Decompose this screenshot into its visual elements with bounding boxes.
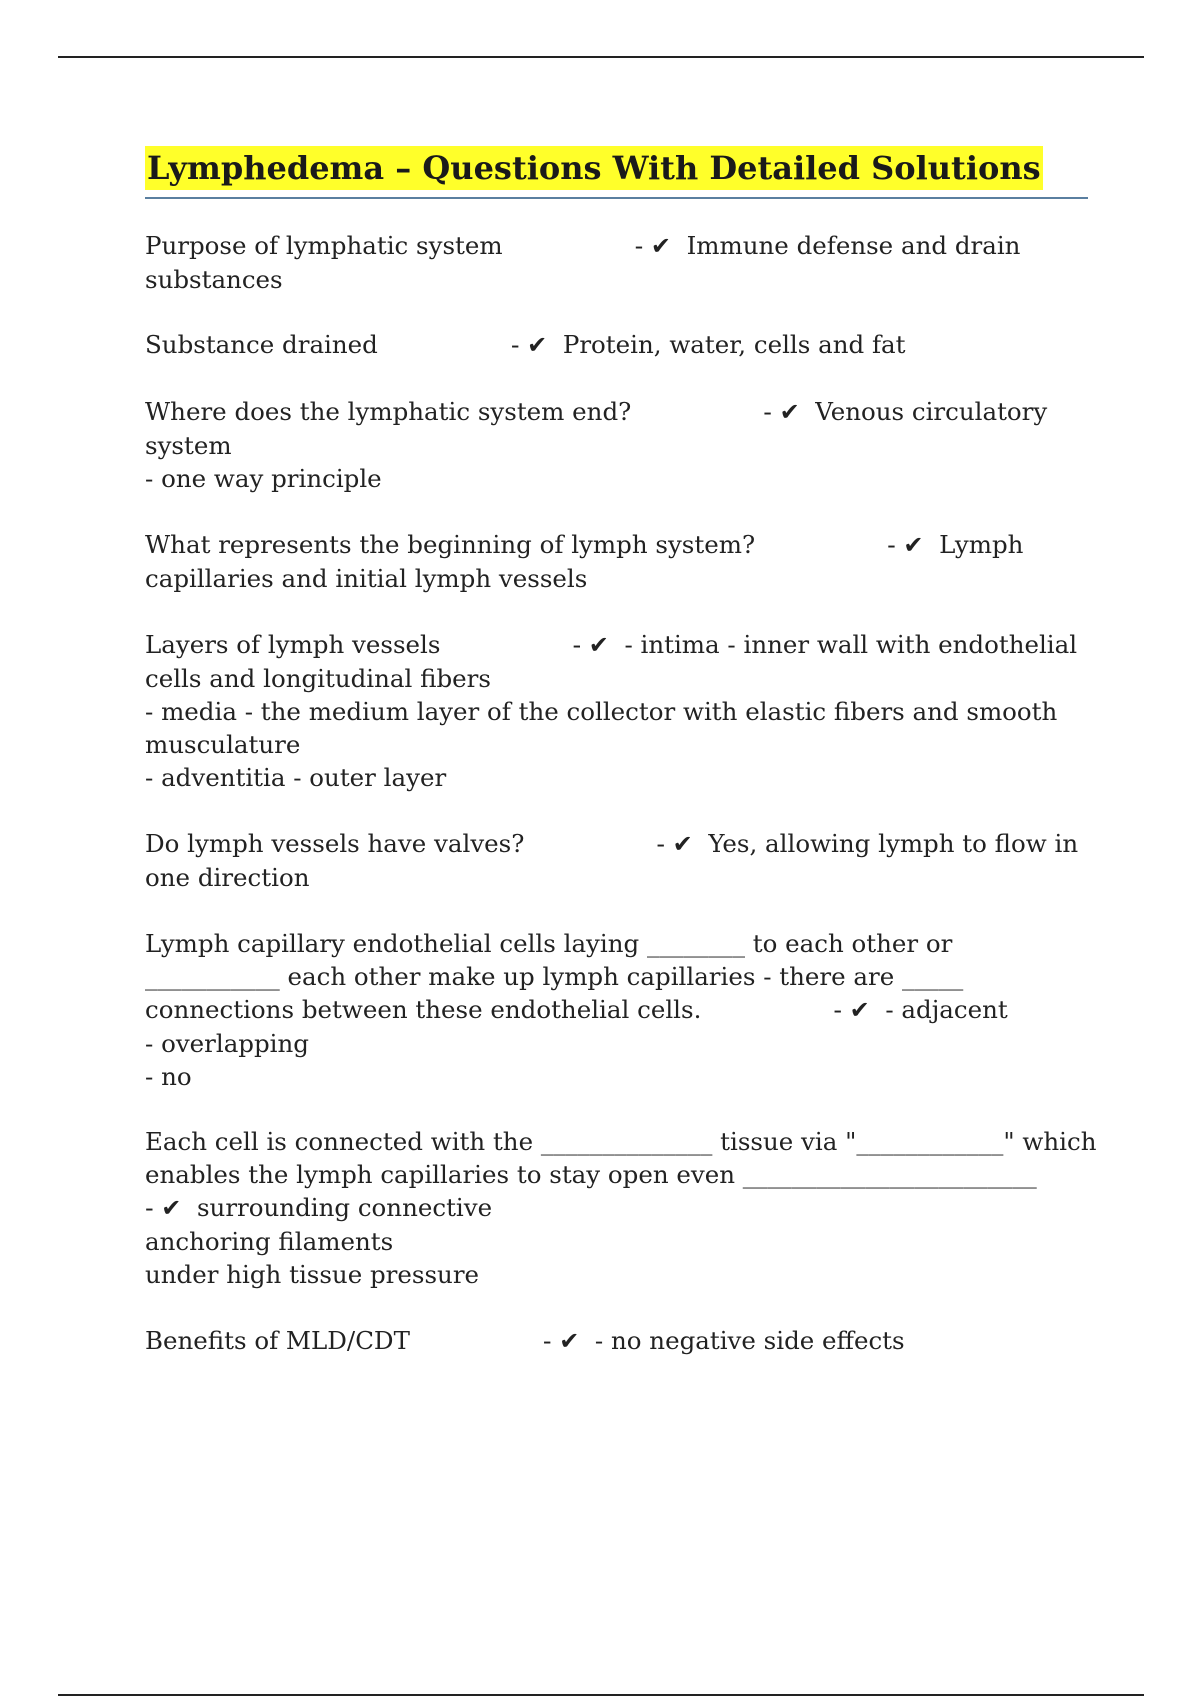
- qa-item: [145, 229, 1090, 296]
- answer-text: Protein, water, cells and fat: [562, 330, 906, 359]
- check-icon: - ✔: [833, 996, 870, 1024]
- answer-text: capillaries and initial lymph vessels: [145, 564, 588, 593]
- answer-text: musculature: [145, 730, 301, 759]
- title-block: [145, 146, 1088, 199]
- question-text: Lymph capillary endothelial cells laying ________ to each other or: [145, 929, 953, 958]
- answer-text: Immune defense and drain: [686, 231, 1021, 260]
- answer-text: cells and longitudinal fibers: [145, 664, 491, 693]
- answer-text: Lymph: [939, 530, 1024, 559]
- answer-text: substances: [145, 265, 283, 294]
- question-text: Substance drained: [145, 330, 378, 359]
- question-text: ___________ each other make up lymph capillaries - there are _____: [145, 962, 964, 991]
- answer-text: anchoring filaments: [145, 1227, 394, 1256]
- bottom-divider: [58, 1694, 1144, 1696]
- answer-text: - no negative side effects: [594, 1326, 905, 1355]
- page-title: Lymphedema – Questions With Detailed Solutions: [145, 146, 1043, 190]
- answer-text: - intima - inner wall with endothelial: [624, 630, 1078, 659]
- question-text: Each cell is connected with the ______________ tissue via "____________" which: [145, 1127, 1097, 1156]
- answer-text: - media - the medium layer of the collector with elastic fibers and smooth: [145, 697, 1058, 726]
- check-icon: - ✔: [763, 398, 800, 426]
- answer-text: - overlapping: [145, 1029, 309, 1058]
- answer-text: Yes, allowing lymph to flow in: [708, 829, 1079, 858]
- question-text: What represents the beginning of lymph system?: [145, 530, 756, 559]
- title-underline: [145, 197, 1088, 199]
- question-text: Where does the lymphatic system end?: [145, 397, 632, 426]
- check-icon: - ✔: [145, 1194, 182, 1222]
- answer-text: system: [145, 431, 232, 460]
- answer-text: - adventitia - outer layer: [145, 763, 447, 792]
- question-text: enables the lymph capillaries to stay open even ________________________: [145, 1160, 1037, 1189]
- qa-item: [145, 1324, 1090, 1358]
- question-text: Benefits of MLD/CDT: [145, 1326, 410, 1355]
- qa-item: [145, 927, 1090, 1093]
- qa-item: [145, 1125, 1097, 1291]
- answer-text: one direction: [145, 863, 310, 892]
- check-icon: - ✔: [542, 1327, 580, 1355]
- answer-text: Venous circulatory: [815, 397, 1048, 426]
- check-icon: - ✔: [656, 830, 693, 858]
- check-icon: - ✔: [510, 331, 548, 359]
- qa-item: [145, 628, 1090, 794]
- answer-text: surrounding connective: [196, 1193, 493, 1222]
- question-text: Purpose of lymphatic system: [145, 231, 503, 260]
- qa-item: [145, 328, 1090, 362]
- check-icon: - ✔: [634, 232, 672, 260]
- answer-text: under high tissue pressure: [145, 1260, 480, 1289]
- qa-item: [145, 395, 1090, 495]
- check-icon: - ✔: [887, 531, 924, 559]
- answer-text: - no: [145, 1062, 192, 1091]
- answer-text: - one way principle: [145, 464, 382, 493]
- answer-text: - adjacent: [885, 995, 1008, 1024]
- qa-item: [145, 528, 1090, 595]
- question-text: Layers of lymph vessels: [145, 630, 441, 659]
- check-icon: - ✔: [572, 631, 609, 659]
- question-text: Do lymph vessels have valves?: [145, 829, 525, 858]
- top-divider: [58, 56, 1144, 58]
- qa-item: [145, 827, 1090, 894]
- question-text: connections between these endothelial cells.: [145, 995, 702, 1024]
